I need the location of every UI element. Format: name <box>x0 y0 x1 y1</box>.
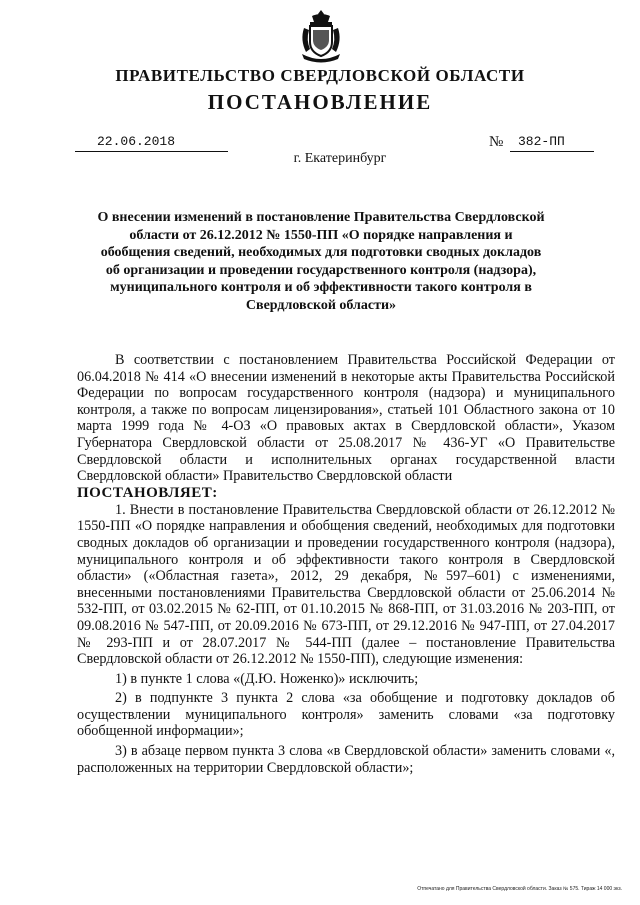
document-type: ПОСТАНОВЛЕНИЕ <box>207 90 433 114</box>
print-footer: Отпечатано для Правительства Свердловской области. Заказ № 575. Тираж 14 000 экз. <box>417 886 622 892</box>
list-item-1: 1) в пункте 1 слова «(Д.Ю. Ноженко)» исключить; <box>115 670 419 687</box>
paragraph-1: 1. Внести в постановление Правительства Свердловской области от 26.12.2012 № 1550-ПП «О порядке направления и обобщения сведений, необходимых для подготовки сводных докладов об организации и проведении государственного контроля (надзора), муниципального контроля и об эффективности такого контроля в Свердловской области» («Областная газета», 2012, 29 декабря, №597–601) с изменениями, внесенными постановлениями Правительства Свердловской области от 25.06.2014 № 532-ПП, от 03.02.2015 № 62-ПП, от 01.10.2015 № 868-ПП, от 31.03.2016 № 203-ПП, от 09.08.2016 № 547-ПП, от 20.09.2016 № 673-ПП, от 29.12.2016 № 947-ПП, от 27.04.2017 № 293-ПП и от 28.07.2017 № 544-ПП (далее – постановление Правительства Свердловской области от 26.12.2012 № 1550-ПП), следующие изменения: <box>77 501 615 668</box>
document-number: 382-ПП <box>510 133 594 152</box>
list-item-2: 2) в подпункте 3 пункта 2 слова «за обобщение и подготовку докладов об осуществлении муниципального контроля» заменить словами «за подготовку обобщенной информации»; <box>77 690 615 740</box>
document-body <box>77 352 615 776</box>
number-sign: № <box>489 134 504 150</box>
document-subject: О внесении изменений в постановление Правительства Свердловской области от 26.12.2012 № 1550-ПП «О порядке направления и обобщения сведений, необходимых для подготовки сводных докладов об организации и проведении государственного контроля (надзора), муниципального контроля и об эффективности такого контроля в Свердловской области» <box>97 210 545 313</box>
preamble-paragraph: В соответствии с постановлением Правительства Российской Федерации от 06.04.2018 № 414 «О внесении изменений в некоторые акты Правительства Российской Федерации по вопросам государственного контроля (надзора) и муниципального контроля, а также по вопросам лицензирования», статьей 101 Областного закона от 10 марта 1999 года № 4-ОЗ «О правовых актах в Свердловской области», Указом Губернатора Свердловской области от 25.08.2017 № 436-УГ «О Правительстве Свердловской области и исполнительных органах государственной власти Свердловской области» Правительство Свердловской области <box>77 352 615 485</box>
org-title: ПРАВИТЕЛЬСТВО СВЕРДЛОВСКОЙ ОБЛАСТИ <box>115 66 525 85</box>
coat-of-arms-emblem <box>298 8 344 64</box>
list-item-3: 3) в абзаце первом пункта 3 слова «в Свердловской области» заменить словами «, расположенных на территории Свердловской области»; <box>77 743 615 776</box>
decree-heading: ПОСТАНОВЛЯЕТ: <box>77 484 218 501</box>
city: г. Екатеринбург <box>293 151 387 166</box>
document-date: 22.06.2018 <box>75 133 228 152</box>
